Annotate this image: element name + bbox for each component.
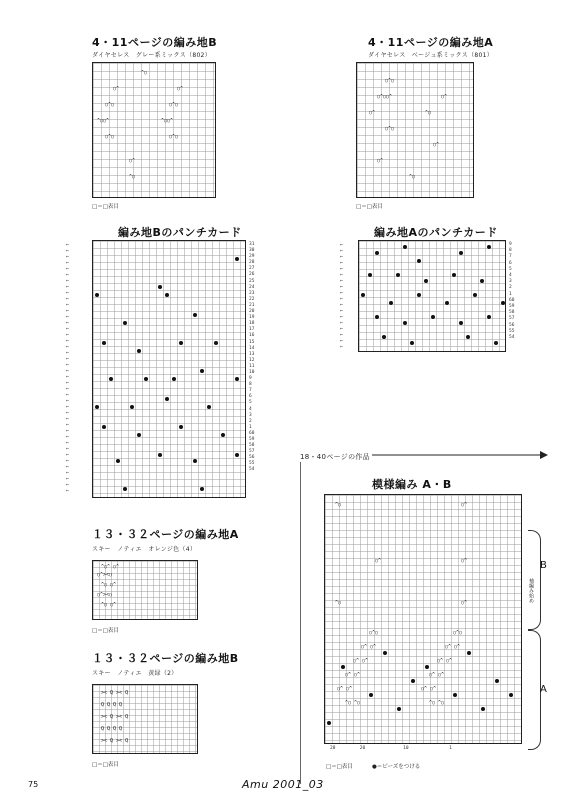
chart-a-grid: ○^○ ○^○○^ ○^ ○^ ^○ ○^○ ○^ ○^ ^○ (356, 62, 474, 198)
chart-13a-title: １３・３２ページの編み地A (92, 528, 239, 541)
works-arrow (372, 450, 548, 460)
pattern-ab-grid: ^○ ○^ ○^ ○^ ^○ ○^ ○^○ ○^○ ○^ ○^ ○^ ○^ ○^ ○^ ○^ ○^ ○^ ○^ ○^ ○^ ○^ ○^ ○^ ○^ ^○ ^○ ^○ ^○ (324, 494, 522, 744)
chart-b-grid: ^○ ○^ ○^ ○^○ ○^○ ^○○^ ^○○^ ○^○ ○^○ ○^ ^○ (92, 62, 216, 198)
label-a: A (540, 684, 547, 695)
chart-b-subtitle: ダイヤセレス グレー系ミックス（802） (92, 52, 211, 59)
page-number: 75 (28, 780, 39, 789)
magazine-name: Amu 2001_03 (242, 778, 324, 791)
punch-a-row-numbers: 9 8 7 6 5 4 3 2 1 60 59 58 57 56 55 54 (509, 242, 515, 341)
punch-b-arrows: ⇐ ⇐ ⇐ ⇐ ⇐ ⇐ ⇐ ⇐ ⇐ ⇐ ⇐ ⇐ ⇐ ⇐ ⇐ ⇐ ⇐ ⇐ ⇐ ⇐ ⇐ ⇐ ⇐ ⇐ ⇐ ⇐ ⇐ ⇐ ⇐ ⇐ ⇐ ⇐ ⇐ ⇐ ⇐ ⇐ ⇐ ⇐ ⇐ ⇐ ⇐ ⇐ (66, 242, 70, 494)
punch-b-title: 編み地Bのパンチカード (118, 226, 242, 239)
chart-13a-grid: ^○^ ○^ ○^><○ ^○ ○^ ○^><○ ^○ ○^ (92, 560, 198, 620)
chart-a-title: 4・11ページの編み地A (368, 36, 494, 49)
punch-a-arrows: ⇐ ⇐ ⇐ ⇐ ⇐ ⇐ ⇐ ⇐ ⇐ ⇐ ⇐ ⇐ ⇐ ⇐ ⇐ ⇐ ⇐ ⇐ (340, 242, 344, 350)
pattern-ab-legend-items: □＝□表目 (326, 764, 353, 770)
label-b: B (540, 560, 547, 571)
chart-a-subtitle: ダイヤセレス ベージュ系ミックス（801） (368, 52, 494, 59)
punch-b-row-numbers: 31 30 29 28 27 26 25 24 23 22 21 20 19 18 17 16 15 14 13 12 11 10 9 8 7 6 5 4 3 2 1 60 59 58 57 56 55 54 (249, 242, 255, 473)
sleeve-start-note: 袖編み始め (528, 578, 534, 603)
chart-13b-legend: □＝□表目 (92, 762, 119, 768)
punch-b-grid (92, 240, 246, 498)
punch-a-grid (358, 240, 506, 352)
pattern-ab-legend-beads: ●＝ビーズをつける (372, 764, 421, 770)
pattern-ab-title: 模様編み A・B (372, 478, 452, 491)
chart-13b-grid: >< Q >< Q Q Q Q Q >< Q >< Q Q Q Q Q >< Q >< Q (92, 684, 198, 754)
chart-b-title: 4・11ページの編み地B (92, 36, 218, 49)
chart-13a-subtitle: スキー ノティエ オレンジ色（4） (92, 546, 197, 553)
pattern-ab-col-numbers: 28 20 10 1 (330, 746, 452, 751)
punch-a-title: 編み地Aのパンチカード (374, 226, 498, 239)
works-frame-line (300, 462, 301, 784)
chart-b-legend: □＝□表目 (92, 204, 119, 210)
works-label: 18・40ページの作品 (300, 453, 370, 461)
chart-a-legend: □＝□表目 (356, 204, 383, 210)
chart-13a-legend: □＝□表目 (92, 628, 119, 634)
chart-13b-title: １３・３２ページの編み地B (92, 652, 239, 665)
chart-13b-subtitle: スキー ノティエ 黄緑（2） (92, 670, 178, 677)
